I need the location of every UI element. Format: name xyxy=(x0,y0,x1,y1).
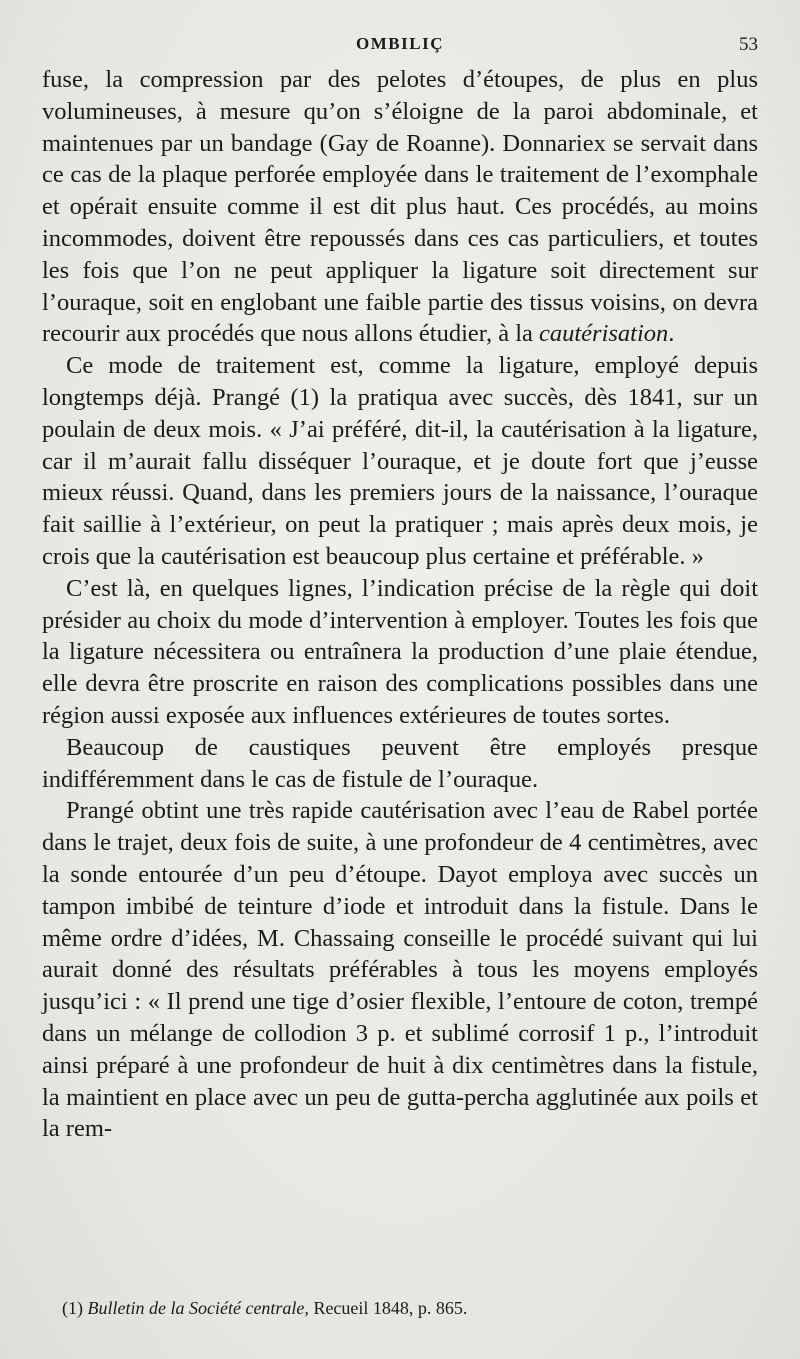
paragraph-1 xyxy=(42,64,758,350)
paragraph-4: Beaucoup de caustiques peuvent être employés presque indifféremment dans le cas de fistule de l’ouraque. xyxy=(42,733,758,793)
paragraph-3: C’est là, en quelques lignes, l’indication précise de la règle qui doit présider au choix du mode d’intervention à employer. Toutes les fois que la ligature nécessitera ou entraînera la production d’une plaie étendue, elle devra être proscrite en raison des complications possibles dans une région aussi exposée aux influences extérieures de toutes sortes. xyxy=(42,574,758,729)
paragraph-1-text: fuse, la compression par des pelotes d’étoupes, de plus en plus volumineuses, à mesure qu’on s’éloigne de la paroi abdominale, et maintenues par un bandage (Gay de Roanne). Donnariex se servait dans ce cas de la plaque perforée employée dans le traitement de l’exomphale et opérait ensuite comme il est dit plus haut. Ces procédés, au moins incommodes, doivent être repoussés dans ces cas particuliers, et toutes les fois que l’on ne peut appliquer la ligature soit directement sur l’ouraque, soit en englobant une faible partie des tissus voisins, on devra recourir aux procédés que nous allons étudier, à la xyxy=(42,66,758,348)
footnote xyxy=(62,1296,758,1320)
page-number: 53 xyxy=(739,34,758,55)
paragraph-2: Ce mode de traitement est, comme la ligature, employé depuis longtemps déjà. Prangé (1) la pratiqua avec succès, dès 1841, sur un poulain de deux mois. « J’ai préféré, dit-il, la cautérisation à la ligature, car il m’aurait fallu disséquer l’ouraque, et je doute fort que j’eusse mieux réussi. Quand, dans les premiers jours de la naissance, l’ouraque fait saillie à l’extérieur, on peut la pratiquer ; mais après deux mois, je crois que la cautérisation est beaucoup plus certaine et préférable. » xyxy=(42,352,758,570)
footnote-marker: (1) xyxy=(62,1298,83,1318)
paragraph-5: Prangé obtint une très rapide cautérisation avec l’eau de Rabel portée dans le trajet, deux fois de suite, à une profondeur de 4 centimètres, avec la sonde entourée d’un peu d’étoupe. Dayot employa avec succès un tampon imbibé de teinture d’iode et introduit dans la fistule. Dans le même ordre d’idées, M. Chassaing conseille le procédé suivant qui lui aurait donné des résultats préférables à tous les moyens employés jusqu’ici : « Il prend une tige d’osier flexible, l’entoure de coton, trempé dans un mélange de collodion 3 p. et sublimé corrosif 1 p., l’introduit ainsi préparé à une profondeur de huit à dix centimètres dans la fistule, la maintient en place avec un peu de gutta-percha agglutinée aux poils et la rem- xyxy=(42,797,758,1143)
body-text xyxy=(42,64,758,1145)
italic-term: cautérisation xyxy=(539,320,669,348)
footnote-reference: Recueil 1848, p. 865. xyxy=(308,1298,468,1318)
running-title: OMBILIÇ xyxy=(356,34,444,53)
footnote-source: Bulletin de la Société centrale, xyxy=(87,1298,309,1318)
paragraph-1-end: . xyxy=(668,320,675,348)
running-head xyxy=(42,30,758,64)
